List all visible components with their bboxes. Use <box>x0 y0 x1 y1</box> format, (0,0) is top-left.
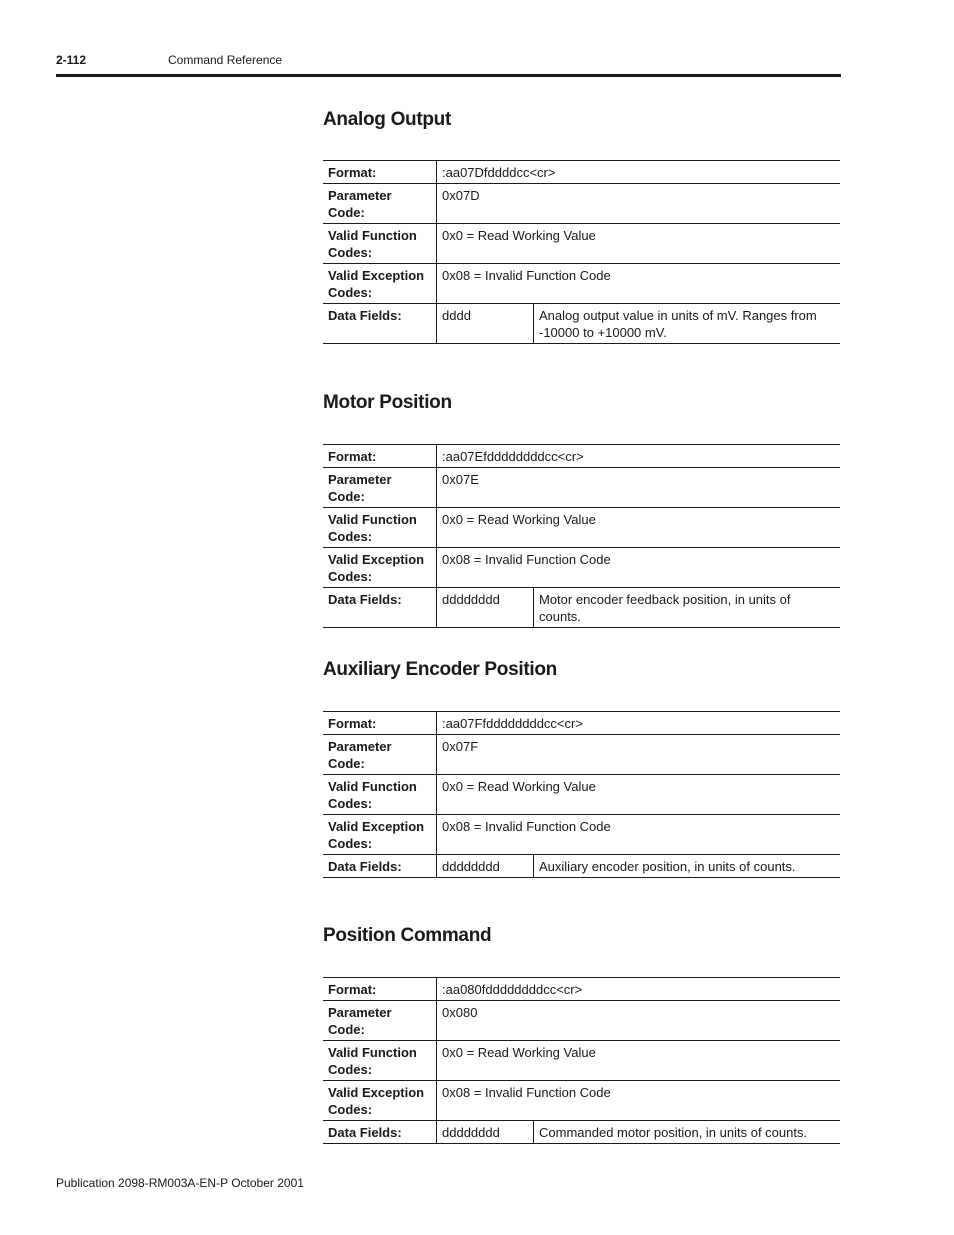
table-row <box>323 978 840 1001</box>
command-table <box>323 444 840 628</box>
row-label: Valid Function Codes: <box>323 508 437 548</box>
exception-codes-value: 0x08 = Invalid Function Code <box>442 1085 611 1100</box>
table-row <box>323 508 840 548</box>
header-rule <box>56 74 841 77</box>
table-row <box>323 815 840 855</box>
row-label: Format: <box>323 978 437 1001</box>
row-label: Parameter Code: <box>323 468 437 508</box>
command-table <box>323 711 840 878</box>
row-label: Format: <box>323 712 437 735</box>
format-value: :aa07Ffddddddddcc<cr> <box>442 716 583 731</box>
section-title: Motor Position <box>323 392 452 413</box>
section-title: Position Command <box>323 925 492 946</box>
table-row <box>323 184 840 224</box>
table-row <box>323 1121 840 1144</box>
data-field-value: dddddddd <box>437 588 534 628</box>
section-position-command <box>323 924 840 1140</box>
row-label: Data Fields: <box>323 588 437 628</box>
table-row <box>323 304 840 344</box>
section-title: Analog Output <box>323 109 452 130</box>
table-row <box>323 775 840 815</box>
table-row <box>323 855 840 878</box>
running-header-title: Command Reference <box>168 53 283 67</box>
table-row <box>323 468 840 508</box>
function-codes-value: 0x0 = Read Working Value <box>442 228 596 243</box>
data-field-value: dddddddd <box>437 855 534 878</box>
row-label: Data Fields: <box>323 1121 437 1144</box>
section-auxiliary-encoder-position <box>323 658 840 874</box>
parameter-code-value: 0x07D <box>442 188 480 203</box>
row-label: Valid Exception Codes: <box>323 548 437 588</box>
data-field-description: Commanded motor position, in units of counts. <box>539 1125 808 1140</box>
exception-codes-value: 0x08 = Invalid Function Code <box>442 268 611 283</box>
page-number: 2-112 <box>56 53 87 67</box>
row-label: Valid Function Codes: <box>323 775 437 815</box>
table-row <box>323 548 840 588</box>
row-label: Valid Exception Codes: <box>323 1081 437 1121</box>
section-analog-output <box>323 108 840 340</box>
function-codes-value: 0x0 = Read Working Value <box>442 779 596 794</box>
row-label: Valid Exception Codes: <box>323 815 437 855</box>
row-label: Format: <box>323 161 437 184</box>
table-row <box>323 712 840 735</box>
table-row <box>323 588 840 628</box>
row-label: Valid Function Codes: <box>323 224 437 264</box>
row-label: Format: <box>323 445 437 468</box>
row-label: Valid Exception Codes: <box>323 264 437 304</box>
data-field-description: Analog output value in units of mV. Ranges from -10000 to +10000 mV. <box>539 308 817 340</box>
table-row <box>323 735 840 775</box>
table-row <box>323 1041 840 1081</box>
table-row <box>323 1081 840 1121</box>
format-value: :aa07Efddddddddcc<cr> <box>442 449 584 464</box>
parameter-code-value: 0x07F <box>442 739 479 754</box>
table-row <box>323 1001 840 1041</box>
row-label: Valid Function Codes: <box>323 1041 437 1081</box>
row-label: Data Fields: <box>323 304 437 344</box>
row-label: Parameter Code: <box>323 1001 437 1041</box>
parameter-code-value: 0x080 <box>442 1005 478 1020</box>
data-field-value: dddd <box>437 304 534 344</box>
function-codes-value: 0x0 = Read Working Value <box>442 1045 596 1060</box>
data-field-description: Motor encoder feedback position, in units of counts. <box>539 592 791 624</box>
row-label: Parameter Code: <box>323 735 437 775</box>
table-row <box>323 161 840 184</box>
format-value: :aa07Dfddddcc<cr> <box>442 165 556 180</box>
section-title: Auxiliary Encoder Position <box>323 659 557 680</box>
table-row <box>323 224 840 264</box>
data-field-description: Auxiliary encoder position, in units of counts. <box>539 859 796 874</box>
function-codes-value: 0x0 = Read Working Value <box>442 512 596 527</box>
data-field-value: dddddddd <box>437 1121 534 1144</box>
publication-footer: Publication 2098-RM003A-EN-P October 2001 <box>56 1176 304 1190</box>
section-motor-position <box>323 391 840 624</box>
exception-codes-value: 0x08 = Invalid Function Code <box>442 552 611 567</box>
row-label: Parameter Code: <box>323 184 437 224</box>
table-row <box>323 445 840 468</box>
row-label: Data Fields: <box>323 855 437 878</box>
exception-codes-value: 0x08 = Invalid Function Code <box>442 819 611 834</box>
format-value: :aa080fddddddddcc<cr> <box>442 982 583 997</box>
command-table <box>323 160 840 344</box>
table-row <box>323 264 840 304</box>
command-table <box>323 977 840 1144</box>
parameter-code-value: 0x07E <box>442 472 479 487</box>
